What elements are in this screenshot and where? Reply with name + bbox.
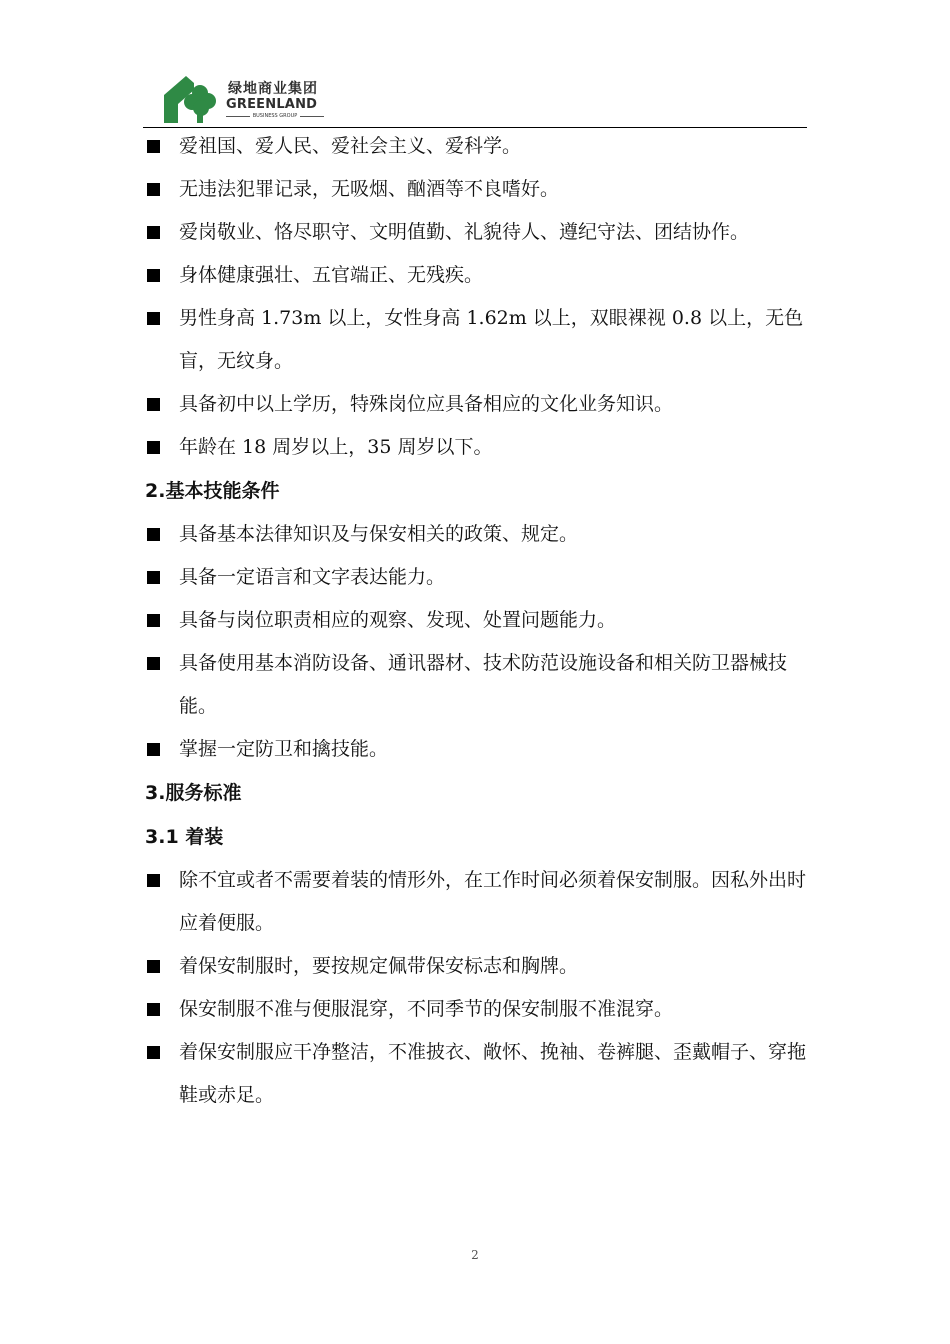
section-heading-service-standards: 3.服务标准 <box>145 782 242 804</box>
list-item: 无违法犯罪记录，无吸烟、酗酒等不良嗜好。 <box>145 168 813 211</box>
page-number: 2 <box>471 1248 479 1262</box>
qualification-list <box>145 125 813 469</box>
square-bullet-icon <box>147 743 160 756</box>
list-item: 爱岗敬业、恪尽职守、文明值勤、礼貌待人、遵纪守法、团结协作。 <box>145 211 813 254</box>
list-item: 具备初中以上学历，特殊岗位应具备相应的文化业务知识。 <box>145 383 813 426</box>
square-bullet-icon <box>147 528 160 541</box>
document-body <box>145 125 813 1117</box>
logo-subtitle-text: BUSINESS GROUP <box>252 113 298 119</box>
square-bullet-icon <box>147 1046 160 1059</box>
logo-chinese-name: 绿地商业集团 <box>228 81 318 97</box>
dress-code-list <box>145 859 813 1117</box>
list-item: 具备与岗位职责相应的观察、发现、处置问题能力。 <box>145 599 813 642</box>
square-bullet-icon <box>147 269 160 282</box>
list-item: 着保安制服时，要按规定佩带保安标志和胸牌。 <box>145 945 813 988</box>
logo-english-name: GREENLAND <box>226 97 318 112</box>
section-heading-basic-skills: 2.基本技能条件 <box>145 480 280 502</box>
list-item: 除不宜或者不需要着装的情形外，在工作时间必须着保安制服。因私外出时应着便服。 <box>145 859 813 945</box>
list-item: 身体健康强壮、五官端正、无残疾。 <box>145 254 813 297</box>
logo-subtitle <box>226 112 324 120</box>
square-bullet-icon <box>147 140 160 153</box>
list-item: 年龄在 18 周岁以上，35 周岁以下。 <box>145 426 813 469</box>
list-item: 掌握一定防卫和擒技能。 <box>145 728 813 771</box>
list-item: 爱祖国、爱人民、爱社会主义、爱科学。 <box>145 125 813 168</box>
list-item: 具备基本法律知识及与保安相关的政策、规定。 <box>145 513 813 556</box>
subsection-heading-dress: 3.1 着装 <box>145 826 224 848</box>
square-bullet-icon <box>147 1003 160 1016</box>
square-bullet-icon <box>147 571 160 584</box>
square-bullet-icon <box>147 614 160 627</box>
square-bullet-icon <box>147 183 160 196</box>
square-bullet-icon <box>147 441 160 454</box>
square-bullet-icon <box>147 657 160 670</box>
list-item: 具备一定语言和文字表达能力。 <box>145 556 813 599</box>
square-bullet-icon <box>147 312 160 325</box>
square-bullet-icon <box>147 226 160 239</box>
square-bullet-icon <box>147 874 160 887</box>
list-item: 着保安制服应干净整洁，不准披衣、敞怀、挽袖、卷裤腿、歪戴帽子、穿拖鞋或赤足。 <box>145 1031 813 1117</box>
square-bullet-icon <box>147 960 160 973</box>
greenland-logo-icon <box>164 75 216 123</box>
list-item: 男性身高 1.73m 以上，女性身高 1.62m 以上，双眼裸视 0.8 以上，无色盲，无纹身。 <box>145 297 813 383</box>
square-bullet-icon <box>147 398 160 411</box>
list-item: 保安制服不准与便服混穿，不同季节的保安制服不准混穿。 <box>145 988 813 1031</box>
list-item: 具备使用基本消防设备、通讯器材、技术防范设施设备和相关防卫器械技能。 <box>145 642 813 728</box>
page-header <box>164 72 807 128</box>
skills-list <box>145 513 813 771</box>
